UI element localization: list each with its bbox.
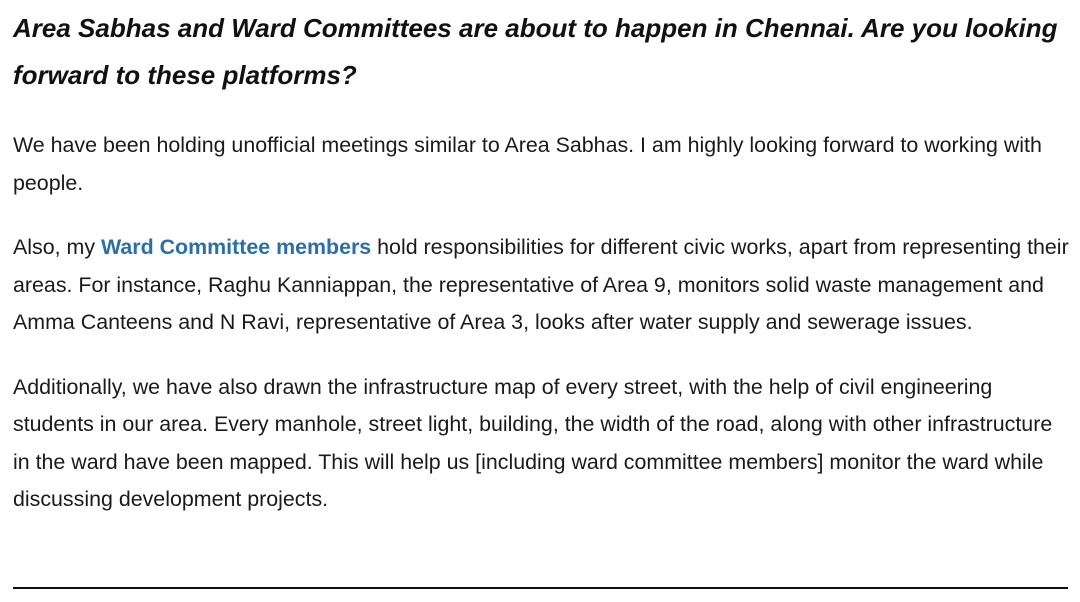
paragraph-2-intro-text: Also, my xyxy=(13,235,101,259)
interview-article xyxy=(13,5,1071,519)
answer-paragraph-2 xyxy=(13,229,1071,342)
answer-paragraph-3: Additionally, we have also drawn the infrastructure map of every street, with the help of civil engineering students in our area. Every manhole, street light, building, the width of the road, along with other infrastructure in the ward have been mapped. This will help us [including ward committee members] monitor the ward while discussing development projects. xyxy=(13,374,1053,511)
interview-question: Area Sabhas and Ward Committees are about to happen in Chennai. Are you looking forward to these platforms? xyxy=(13,13,1058,90)
section-divider xyxy=(13,587,1068,589)
paragraph-2-body-text: hold responsibilities for different civic works, apart from representing their areas. For instance, Raghu Kanniappan, the representative of Area 9, monitors solid waste management and Amma Canteens and N Ravi, representative of Area 3, looks after water supply and sewerage issues. xyxy=(13,235,1069,334)
ward-committee-members-link[interactable]: Ward Committee members xyxy=(100,235,372,259)
answer-paragraph-1: We have been holding unofficial meetings similar to Area Sabhas. I am highly looking forward to working with people. xyxy=(13,133,1042,195)
